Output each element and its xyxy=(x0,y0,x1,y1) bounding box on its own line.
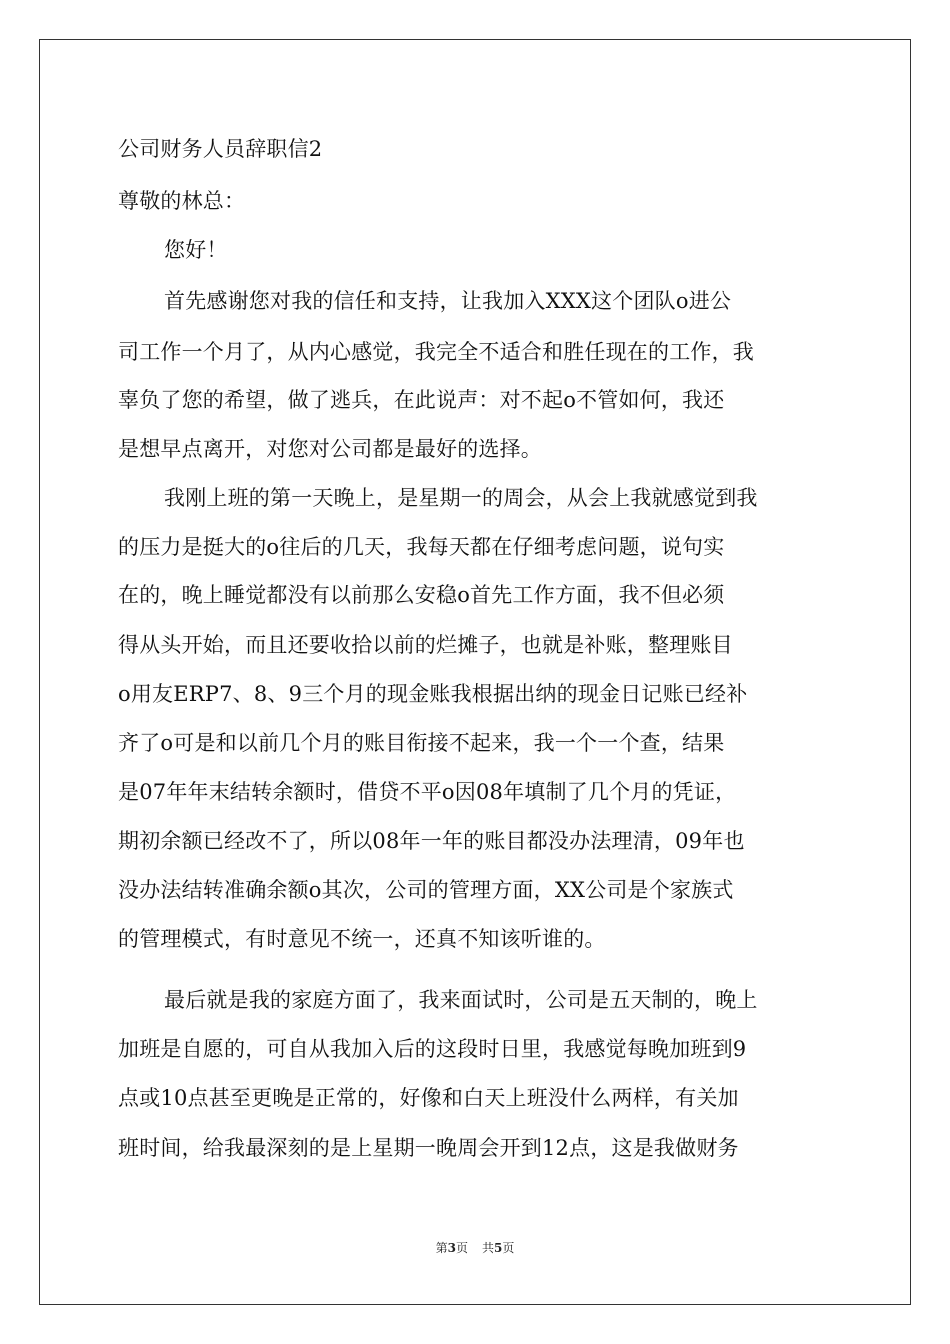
paragraph-line: 是07年年末结转余额时，借贷不平o因08年填制了几个月的凭证， xyxy=(118,780,737,804)
paragraph-line: 点或10点甚至更晚是正常的，好像和白天上班没什么两样，有关加 xyxy=(118,1086,739,1110)
paragraph-line: 加班是自愿的，可自从我加入后的这段时日里，我感觉每晚加班到9 xyxy=(118,1037,747,1061)
greeting: 您好！ xyxy=(164,238,228,262)
paragraph-line: 期初余额已经改不了，所以08年一年的账目都没办法理清，09年也 xyxy=(118,829,745,853)
paragraph-line: 首先感谢您对我的信任和支持，让我加入XXX这个团队o进公 xyxy=(164,289,732,313)
paragraph-line: 在的，晚上睡觉都没有以前那么安稳o首先工作方面，我不但必须 xyxy=(118,583,725,607)
paragraph-line: 的压力是挺大的o往后的几天，我每天都在仔细考虑问题，说句实 xyxy=(118,535,725,559)
total-prefix: 共 xyxy=(482,1241,495,1255)
paragraph-line: 我刚上班的第一天晚上，是星期一的周会，从会上我就感觉到我 xyxy=(164,486,758,510)
paragraph-line: 的管理模式，有时意见不统一，还真不知该听谁的。 xyxy=(118,927,606,951)
paragraph-line: 没办法结转准确余额o其次，公司的管理方面，XX公司是个家族式 xyxy=(118,878,734,902)
page-number-footer xyxy=(0,1240,950,1256)
paragraph-line: 辜负了您的希望，做了逃兵，在此说声：对不起o不管如何，我还 xyxy=(118,388,725,412)
salutation: 尊敬的林总： xyxy=(118,189,246,213)
document-title: 公司财务人员辞职信2 xyxy=(118,137,323,161)
page-suffix: 页 xyxy=(455,1241,468,1255)
paragraph-line: 班时间，给我最深刻的是上星期一晚周会开到12点，这是我做财务 xyxy=(118,1136,739,1160)
page-border xyxy=(39,39,911,1305)
paragraph-line: 齐了o可是和以前几个月的账目衔接不起来，我一个一个查，结果 xyxy=(118,731,725,755)
total-suffix: 页 xyxy=(502,1241,515,1255)
total-pages: 5 xyxy=(494,1241,503,1255)
paragraph-line: 是想早点离开，对您对公司都是最好的选择。 xyxy=(118,437,542,461)
paragraph-line: 得从头开始，而且还要收拾以前的烂摊子，也就是补账，整理账目 xyxy=(118,633,733,657)
page-prefix: 第 xyxy=(435,1241,448,1255)
current-page: 3 xyxy=(447,1241,456,1255)
paragraph-line: o用友ERP7、8、9三个月的现金账我根据出纳的现金日记账已经补 xyxy=(118,682,748,706)
paragraph-line: 司工作一个月了，从内心感觉，我完全不适合和胜任现在的工作，我 xyxy=(118,340,754,364)
paragraph-line: 最后就是我的家庭方面了，我来面试时，公司是五天制的，晚上 xyxy=(164,988,758,1012)
